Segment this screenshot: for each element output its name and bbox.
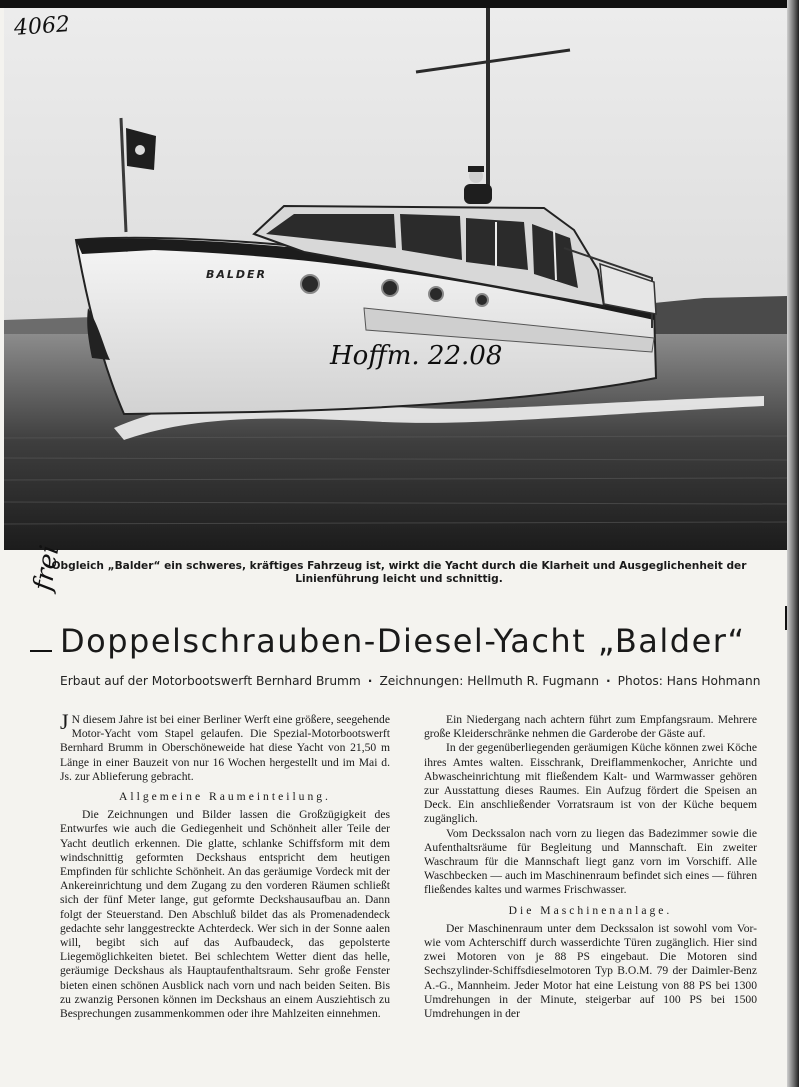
boat-name-text: BALDER (206, 268, 268, 281)
page-binding-edge (787, 0, 799, 1087)
byline-photos: Photos: Hans Hohmann (617, 674, 761, 688)
section-heading-engine: Die Maschinenanlage. (508, 903, 673, 917)
intro-paragraph (60, 709, 390, 784)
handwritten-page-number: 4062 (13, 12, 71, 41)
body-paragraph: Die Zeichnungen und Bilder lassen die Großzügigkeit des Entwurfes wie auch die Gediegenheit und Schönheit aller Teile der Yacht deutlich erkennen. Die glatte, schlanke Schiffsform mit dem windschnittig geformten Deckshaus entspricht dem heutigen Empfinden für schlichte Schönheit. An das geräumige Vordeck mit der Ankereinrichtung und dem Zugang zu den vorderen Räumen schließt sich der fünf Meter lange, gut geformte Deckshausaufbau an. Dann folgt der Steuerstand. Den Abschluß bildet das als Promenadendeck gedachte sehr langgestreckte Achterdeck. Wer sich in der Sonne aalen will, begibt sich auf das Aufbaudeck, das gepolsterte Liegemöglichkeiten bietet. Bei schlechtem Wetter dient das helle, geräumige Deckshaus als Hauptaufenthaltsraum. Sehr große Fenster bieten einen schönen Ausblick nach vorn und nach beiden Seiten. Bis zu zwanzig Personen können im Deckshaus an einem Ausziehtisch zu Besprechungen zusammenkommen oder ihre Mahlzeiten einnehmen. (60, 808, 390, 1021)
drop-cap: J (60, 709, 69, 734)
byline-builder: Erbaut auf der Motorbootswerft Bernhard Brumm (60, 674, 361, 688)
byline-drawings: Zeichnungen: Hellmuth R. Fugmann (379, 674, 599, 688)
byline-separator: · (606, 674, 611, 688)
body-paragraph: Ein Niedergang nach achtern führt zum Empfangsraum. Mehrere große Kleiderschränke nehmen die Garderobe der Gäste auf. (424, 713, 757, 741)
margin-handwritten-note: frei (28, 542, 66, 594)
photo-caption: Obgleich „Balder“ ein schweres, kräftiges Fahrzeug ist, wirkt die Yacht durch die Klarheit und Ausgeglichenheit der Linienführung leicht und schnittig. (51, 560, 747, 585)
article-column-right (424, 713, 757, 1021)
article-title: Doppelschrauben-Diesel-Yacht „Balder“ (60, 622, 746, 660)
top-border (0, 0, 799, 8)
section-heading-layout: Allgemeine Raumeinteilung. (119, 790, 331, 804)
body-paragraph: Vom Deckssalon nach vorn zu liegen das Badezimmer sowie die Aufenthaltsräume für Begleitung und Mannschaft. Ein zweiter Waschraum für die Mannschaft liegt ganz vorn im Vorschiff. Alle Waschbecken — auch im Maschinenraum befindet sich eines — führen fließendes kaltes und warmes Frischwasser. (424, 826, 757, 897)
handwritten-annotation: Hoffm. 22.08 (330, 341, 503, 371)
yacht-photo (4, 8, 787, 550)
byline-separator: · (367, 674, 373, 688)
article-column-left (60, 709, 390, 1021)
body-paragraph: Der Maschinenraum unter dem Deckssalon ist sowohl vom Vor- wie vom Achterschiff durch wasserdichte Türen zugänglich. Hier sind zwei Motoren von je 88 PS eingebaut. Die Motoren sind Sechszylinder-Schiffsdieselmotoren Typ B.O.M. 79 der Daimler-Benz A.-G., Mannheim. Jeder Motor hat eine Leistung von 88 PS bei 1300 Umdrehungen in der Minute, steigerbar auf 100 PS bei 1500 Umdrehungen in der (424, 921, 757, 1021)
right-margin-mark (785, 606, 787, 630)
intro-text: N diesem Jahre ist bei einer Berliner Werft eine größere, seegehende Motor-Yacht vom Stapel gelaufen. Die Spezial-Motorbootswerft Bernhard Brumm in Oberschöneweide hat diese Yacht von 21,50 m Länge in einer Bauzeit von nur 16 Wochen hergestellt und im Mai d. Js. zur Ablieferung gebracht. (60, 713, 390, 783)
article-byline (60, 674, 760, 688)
body-paragraph: In der gegenüberliegenden geräumigen Küche können zwei Köche ihres Amtes walten. Eisschrank, Dreiflammenkocher, Anrichte und Abwascheinrichtung mit fließendem Kalt- und Warmwasser gehören zur Ausstattung dieses Raumes. Ein Aufzug fördert die Speisen an Deck. Ein anschließender Vorratsraum ist von der Küche bequem zugänglich. (424, 741, 757, 826)
margin-mark (30, 650, 52, 652)
